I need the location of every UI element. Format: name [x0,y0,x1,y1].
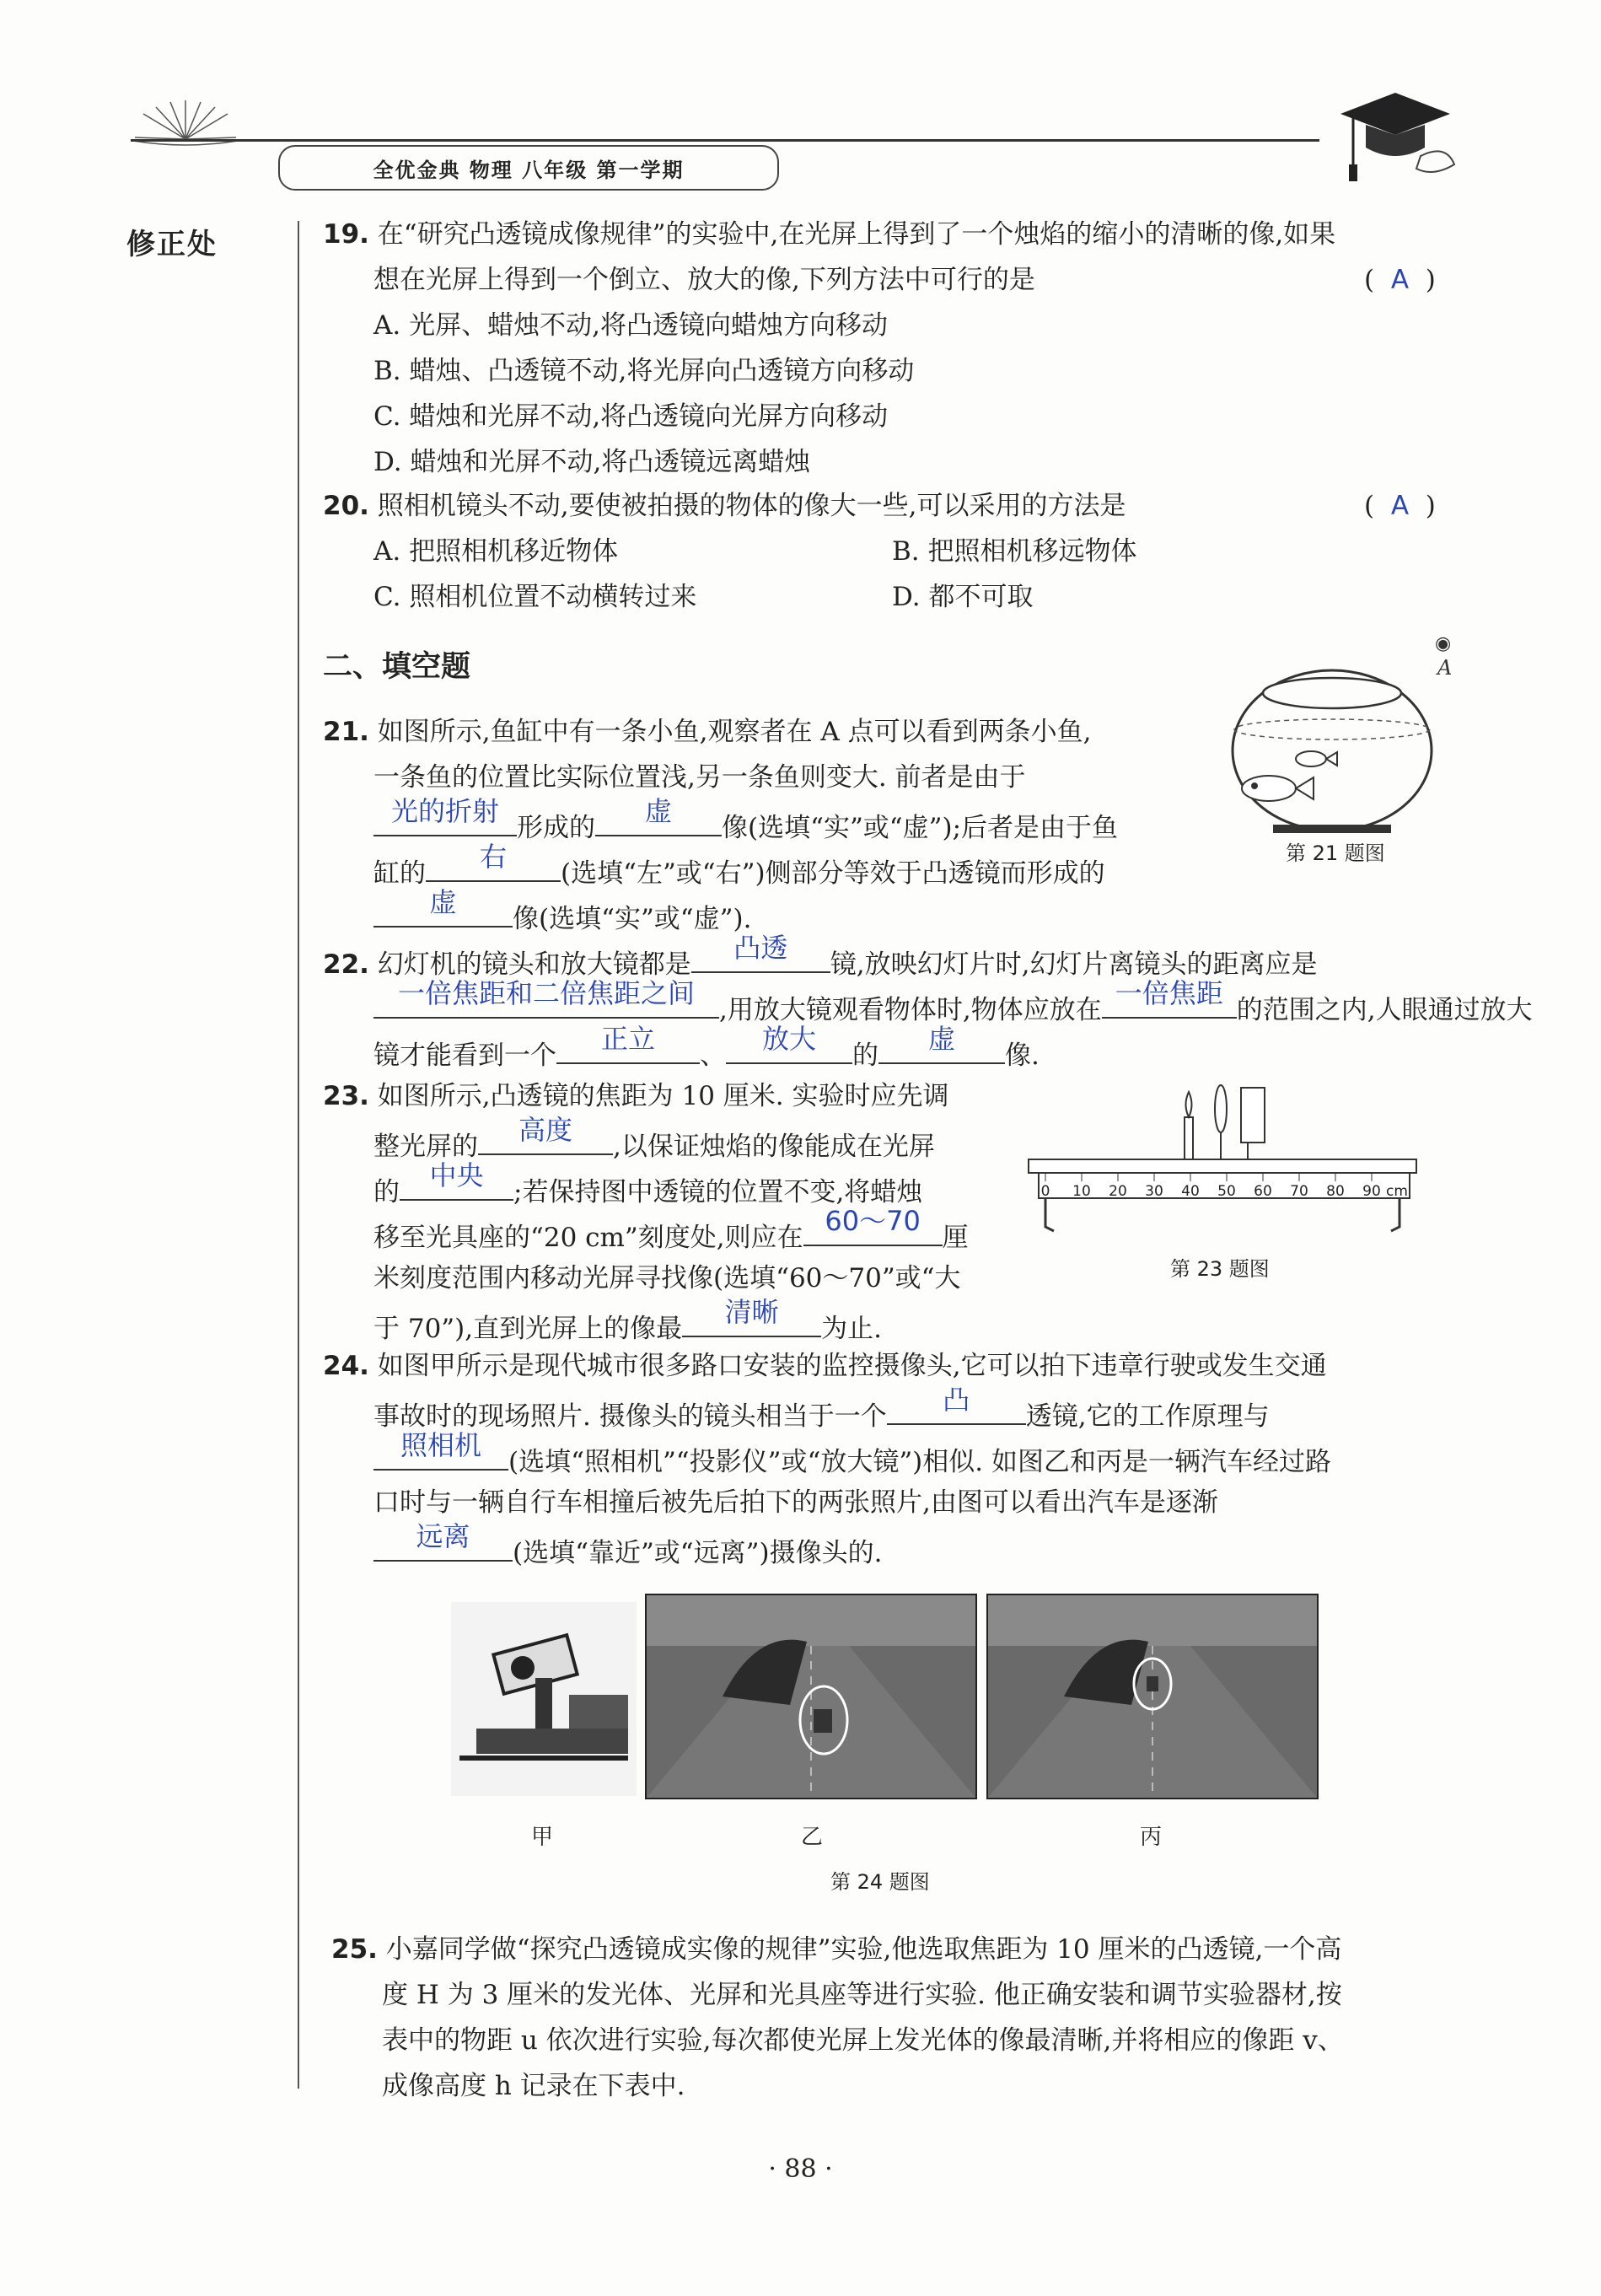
q25-line3: 表中的物距 u 依次进行实验,每次都使光屏上发光体的像最清晰,并将相应的像距 v、 [382,2025,1344,2056]
margin-divider [298,221,299,2089]
optical-bench-figure [1020,1071,1425,1248]
svg-text:30: 30 [1145,1183,1163,1200]
svg-text:◉: ◉ [1435,633,1452,654]
photo-bing [986,1594,1319,1799]
photo-yi [645,1594,977,1799]
q20-option-c: C. 照相机位置不动横转过来 [373,582,697,612]
q25-line2: 度 H 为 3 厘米的发光体、光屏和光具座等进行实验. 他正确安装和调节实验器材,按 [382,1980,1342,2010]
q20-answer: ( A ) [1364,491,1436,521]
q23-line4: 移至光具座的“20 cm”刻度处,则应在 60～70 厘 [373,1205,969,1253]
svg-text:40: 40 [1181,1183,1200,1200]
q19-line1: 19. 在“研究凸透镜成像规律”的实验中,在光屏上得到了一个烛焰的缩小的清晰的像,如果 [323,219,1336,250]
lens [1215,1085,1227,1159]
section-heading: 二、填空题 [323,650,471,684]
screen [1241,1088,1265,1159]
q25-line4: 成像高度 h 记录在下表中. [382,2071,685,2101]
candle [1185,1092,1193,1159]
q19-option-c: C. 蜡烛和光屏不动,将凸透镜向光屏方向移动 [373,401,889,432]
svg-text:70: 70 [1290,1183,1308,1200]
q22-line1: 22. 幻灯机的镜头和放大镜都是 凸透 镜,放映幻灯片时,幻灯片离镜头的距离应是 [323,932,1318,980]
fig21-caption: 第 21 题图 [1286,842,1385,865]
svg-text:cm: cm [1386,1183,1408,1200]
q23-line6: 于 70”),直到光屏上的像最 清晰 为止. [373,1296,882,1344]
q20-option-a: A. 把照相机移近物体 [373,536,619,567]
page-number: · 88 · [768,2154,833,2184]
q24-line2: 事故时的现场照片. 摄像头的镜头相当于一个 凸 透镜,它的工作原理与 [373,1384,1270,1432]
q20-option-b: B. 把照相机移远物体 [892,536,1137,567]
header-title: 全优金典 物理 八年级 第一学期 [278,145,779,191]
q22-line3: 镜才能看到一个 正立 、 放大 的 虚 像. [373,1023,1040,1071]
q25-line1: 25. 小嘉同学做“探究凸透镜成实像的规律”实验,他选取焦距为 10 厘米的凸透镜,一个高 [331,1934,1342,1965]
fish-large [1242,776,1314,801]
q23-line5: 米刻度范围内移动光屏寻找像(选填“60～70”或“大 [373,1263,961,1293]
svg-text:A: A [1437,656,1453,680]
fig23-caption: 第 23 题图 [1170,1257,1270,1281]
q23-line3: 的 中央 ;若保持图中透镜的位置不变,将蜡烛 [373,1159,923,1207]
fig24-caption: 第 24 题图 [830,1870,930,1894]
q21-line5: 虚 像(选填“实”或“虚”). [373,897,751,936]
q19-answer: ( A ) [1364,265,1436,295]
svg-text:20: 20 [1109,1183,1127,1200]
svg-text:0: 0 [1040,1183,1050,1200]
q24-line1: 24. 如图甲所示是现代城市很多路口安装的监控摄像头,它可以拍下违章行驶或发生交通 [323,1351,1327,1381]
graduation-cap-icon [1332,84,1459,186]
camera-figure-jia [451,1602,637,1796]
q19-line2: 想在光屏上得到一个倒立、放大的像,下列方法中可行的是 [373,265,1035,295]
q21-line2: 一条鱼的位置比实际位置浅,另一条鱼则变大. 前者是由于 [373,762,1026,793]
q20-option-d: D. 都不可取 [892,582,1034,612]
header-rule [131,139,1319,142]
q19-option-a: A. 光屏、蜡烛不动,将凸透镜向蜡烛方向移动 [373,310,888,341]
fish-tank-figure [1214,632,1467,843]
q24-line3: 照相机 (选填“照相机”“投影仪”或“放大镜”)相似. 如图乙和丙是一辆汽车经过路 [373,1440,1331,1479]
svg-text:10: 10 [1072,1183,1091,1200]
q21-line1: 21. 如图所示,鱼缸中有一条小鱼,观察者在 A 点可以看到两条小鱼, [323,717,1092,747]
q22-line2: 一倍焦距和二倍焦距之间 ,用放大镜观看物体时,物体应放在 一倍焦距 的范围之内,人眼通过放大 [373,988,1533,1027]
svg-text:50: 50 [1217,1183,1236,1200]
q24-line5: 远离 (选填“靠近”或“远离”)摄像头的. [373,1531,882,1570]
label-bing: 丙 [1140,1825,1163,1850]
q23-line2: 整光屏的 高度 ,以保证烛焰的像能成在光屏 [373,1114,935,1162]
q24-line4: 口时与一辆自行车相撞后被先后拍下的两张照片,由图可以看出汽车是逐渐 [373,1487,1218,1518]
svg-text:60: 60 [1254,1183,1272,1200]
fish-small [1296,751,1337,766]
q23-line1: 23. 如图所示,凸透镜的焦距为 10 厘米. 实验时应先调 [323,1081,949,1111]
q21-line3: 光的折射 形成的 虚 像(选填“实”或“虚”);后者是由于鱼 [373,806,1118,845]
q19-option-d: D. 蜡烛和光屏不动,将凸透镜远离蜡烛 [373,447,811,477]
margin-label: 修正处 [126,228,218,261]
label-yi: 乙 [801,1825,824,1850]
q21-line4: 缸的 右 (选填“左”或“右”)侧部分等效于凸透镜而形成的 [373,841,1105,889]
svg-text:90: 90 [1362,1183,1381,1200]
q19-option-b: B. 蜡烛、凸透镜不动,将光屏向凸透镜方向移动 [373,356,915,386]
label-jia: 甲 [531,1825,554,1850]
svg-text:80: 80 [1326,1183,1345,1200]
q20-line1: 20. 照相机镜头不动,要使被拍摄的物体的像大一些,可以采用的方法是 [323,491,1126,521]
